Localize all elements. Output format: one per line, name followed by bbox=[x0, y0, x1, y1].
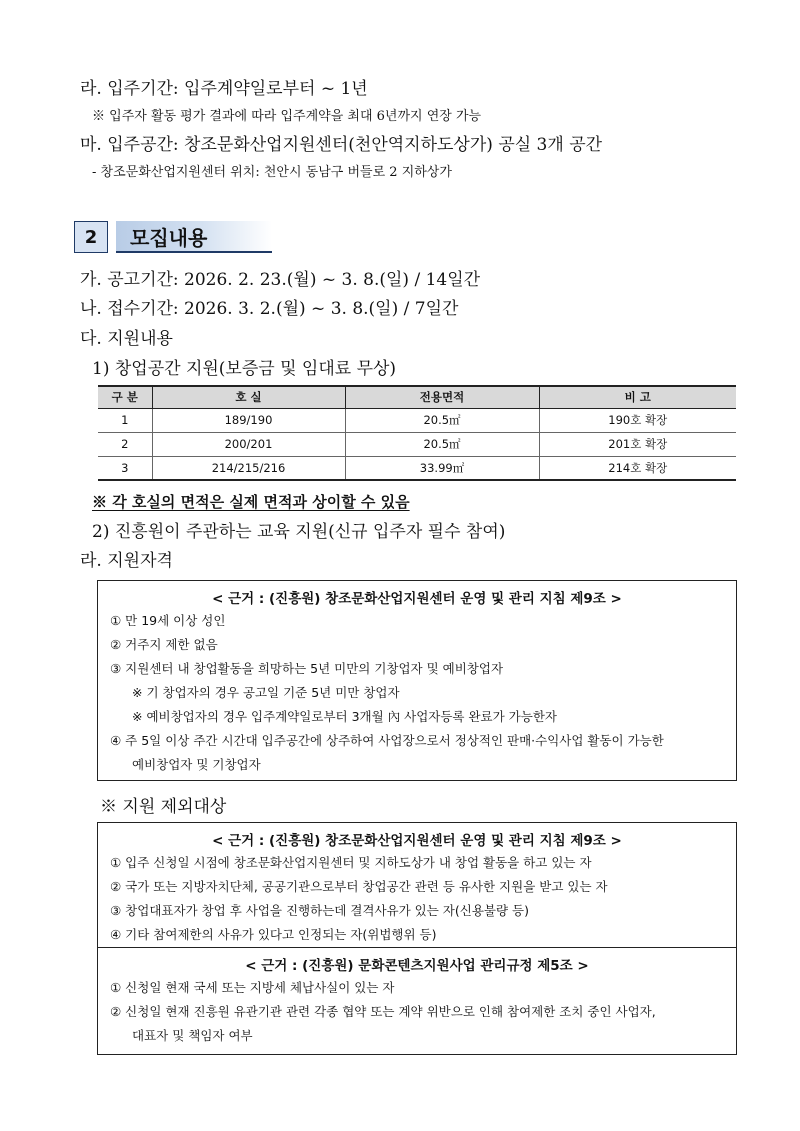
eligibility-basis: < 근거 : (진흥원) 창조문화산업지원센터 운영 및 관리 지침 제9조 > bbox=[212, 591, 622, 607]
table-header: 전용면적 bbox=[345, 386, 539, 408]
table-row bbox=[98, 408, 736, 432]
section-number: 2 bbox=[74, 221, 108, 253]
list-item: ① 만 19세 이상 성인 bbox=[110, 613, 226, 628]
space-table bbox=[98, 385, 736, 481]
space-line: 마. 입주공간: 창조문화산업지원센터(천안역지하도상가) 공실 3개 공간 bbox=[80, 135, 603, 155]
table-header: 호 실 bbox=[152, 386, 345, 408]
exclusion-basis-2: < 근거 : (진흥원) 문화콘텐츠지원사업 관리규정 제5조 > bbox=[245, 958, 589, 974]
list-subnote: ※ 기 창업자의 경우 공고일 기준 5년 미만 창업자 bbox=[132, 685, 400, 700]
table-cell: 214/215/216 bbox=[152, 456, 345, 480]
section-title: 모집내용 bbox=[116, 221, 272, 253]
notice-period: 가. 공고기간: 2026. 2. 23.(월) ~ 3. 8.(일) / 14일간 bbox=[80, 270, 481, 290]
support-heading: 다. 지원내용 bbox=[80, 329, 173, 349]
table-cell: 201호 확장 bbox=[539, 432, 736, 456]
table-cell: 190호 확장 bbox=[539, 408, 736, 432]
list-item: ③ 지원센터 내 창업활동을 희망하는 5년 미만의 기창업자 및 예비창업자 bbox=[110, 661, 504, 676]
table-cell: 189/190 bbox=[152, 408, 345, 432]
table-cell: 214호 확장 bbox=[539, 456, 736, 480]
eligibility-box bbox=[97, 580, 737, 781]
support-item-2: 2) 진흥원이 주관하는 교육 지원(신규 입주자 필수 참여) bbox=[92, 522, 506, 542]
list-item: ③ 창업대표자가 창업 후 사업을 진행하는데 결격사유가 있는 자(신용불량 등) bbox=[110, 903, 529, 918]
list-item: ④ 기타 참여제한의 사유가 있다고 인정되는 자(위법행위 등) bbox=[110, 927, 437, 942]
table-cell: 2 bbox=[98, 432, 152, 456]
table-row bbox=[98, 456, 736, 480]
table-cell: 33.99㎡ bbox=[345, 456, 539, 480]
exclusion-box bbox=[97, 822, 737, 1055]
exclusion-basis-1: < 근거 : (진흥원) 창조문화산업지원센터 운영 및 관리 지침 제9조 > bbox=[212, 833, 622, 849]
list-item: ② 국가 또는 지방자치단체, 공공기관으로부터 창업공간 관련 등 유사한 지원을 받고 있는 자 bbox=[110, 879, 608, 894]
period-line: 라. 입주기간: 입주계약일로부터 ~ 1년 bbox=[80, 79, 368, 99]
eligibility-heading: 라. 지원자격 bbox=[80, 551, 173, 571]
application-period: 나. 접수기간: 2026. 3. 2.(월) ~ 3. 8.(일) / 7일간 bbox=[80, 299, 459, 319]
table-cell: 20.5㎡ bbox=[345, 432, 539, 456]
list-item: ① 입주 신청일 시점에 창조문화산업지원센터 및 지하도상가 내 창업 활동을 하고 있는 자 bbox=[110, 855, 592, 870]
support-item-1: 1) 창업공간 지원(보증금 및 임대료 무상) bbox=[92, 359, 397, 379]
table-header-row bbox=[98, 386, 736, 408]
list-item: ② 신청일 현재 진흥원 유관기관 관련 각종 협약 또는 계약 위반으로 인해 참여제한 조치 중인 사업자, bbox=[110, 1004, 656, 1019]
table-header: 비 고 bbox=[539, 386, 736, 408]
table-header: 구 분 bbox=[98, 386, 152, 408]
table-row bbox=[98, 432, 736, 456]
list-item: ④ 주 5일 이상 주간 시간대 입주공간에 상주하여 사업장으로서 정상적인 판매·수익사업 활동이 가능한 bbox=[110, 733, 664, 748]
table-cell: 1 bbox=[98, 408, 152, 432]
list-item-continued: 예비창업자 및 기창업자 bbox=[132, 757, 261, 772]
list-item: ② 거주지 제한 없음 bbox=[110, 637, 218, 652]
list-item: ① 신청일 현재 국세 또는 지방세 체납사실이 있는 자 bbox=[110, 980, 395, 995]
list-subnote: ※ 예비창업자의 경우 입주계약일로부터 3개월 內 사업자등록 완료가 가능한자 bbox=[132, 709, 557, 724]
table-cell: 3 bbox=[98, 456, 152, 480]
exclusion-title: ※ 지원 제외대상 bbox=[100, 797, 227, 817]
table-cell: 200/201 bbox=[152, 432, 345, 456]
area-note: ※ 각 호실의 면적은 실제 면적과 상이할 수 있음 bbox=[92, 493, 410, 511]
table-cell: 20.5㎡ bbox=[345, 408, 539, 432]
location-note: - 창조문화산업지원센터 위치: 천안시 동남구 버들로 2 지하상가 bbox=[92, 165, 452, 180]
list-item-continued: 대표자 및 책임자 여부 bbox=[132, 1028, 253, 1043]
period-note: ※ 입주자 활동 평가 결과에 따라 입주계약을 최대 6년까지 연장 가능 bbox=[92, 109, 482, 124]
